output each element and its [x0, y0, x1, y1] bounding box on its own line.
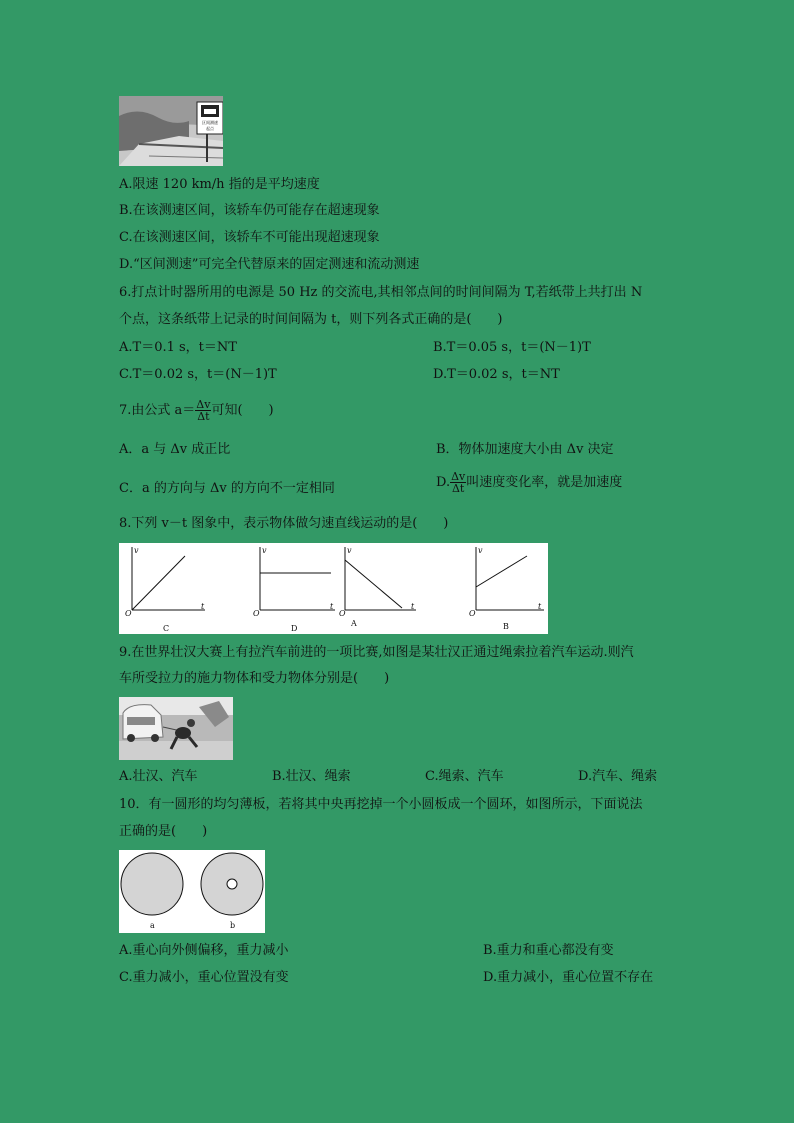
- q9-option-d: D.汽车、绳索: [578, 769, 658, 784]
- q7-stem: [119, 396, 274, 426]
- graph-b: [469, 546, 544, 631]
- q7-stem-suffix: 可知( ): [211, 403, 274, 418]
- sign-text-2: 起点: [206, 126, 214, 131]
- q10-option-b: B.重力和重心都没有变: [483, 943, 614, 958]
- q10-option-a: A.重心向外侧偏移，重力减小: [119, 943, 289, 958]
- disk-label-a: a: [150, 921, 155, 930]
- q6-option-d: D.T＝0.02 s，t＝NT: [433, 367, 560, 382]
- q7-stem-prefix: 7.由公式 a＝: [119, 403, 196, 418]
- q10-option-d: D.重力减小，重心位置不存在: [483, 970, 654, 985]
- graph-b-letter: B: [503, 622, 509, 631]
- q8-graphs-figure: [119, 543, 548, 634]
- graph-b-v: v: [478, 546, 483, 555]
- graph-c-o: O: [125, 609, 132, 618]
- q7-option-d-suffix: 叫速度变化率，就是加速度: [466, 475, 623, 490]
- q7-frac-num: Δv: [196, 398, 211, 411]
- graph-d-v: v: [262, 546, 267, 555]
- sign-text-1: 区间测速: [202, 120, 218, 125]
- q7-frac-den: Δt: [197, 410, 210, 423]
- q5-option-a: A.限速 120 km/h 指的是平均速度: [119, 177, 320, 192]
- graph-d-t: t: [330, 602, 334, 611]
- graph-a-o: O: [339, 609, 346, 618]
- graph-a-letter: A: [351, 619, 357, 628]
- q7-option-d-den: Δt: [451, 482, 465, 495]
- q9-option-b: B.壮汉、绳索: [272, 769, 351, 784]
- graph-c-v: v: [134, 546, 139, 555]
- graph-d-o: O: [253, 609, 260, 618]
- q7-option-d-fraction: [450, 471, 466, 494]
- q7-option-c: C．a 的方向与 Δv 的方向不一定相同: [119, 481, 335, 496]
- q5-option-b: B.在该测速区间，该轿车仍可能存在超速现象: [119, 203, 380, 218]
- q9-stem-line1: 9.在世界壮汉大赛上有拉汽车前进的一项比赛,如图是某壮汉正通过绳索拉着汽车运动.则汽: [119, 645, 634, 660]
- q7-option-a: A．a 与 Δv 成正比: [119, 442, 231, 457]
- solid-disk: [121, 853, 183, 915]
- q7-option-b: B．物体加速度大小由 Δv 决定: [436, 442, 614, 457]
- strongman-photo: [119, 697, 233, 760]
- q7-option-d-prefix: D.: [436, 475, 451, 490]
- graph-a-v: v: [347, 546, 352, 555]
- q7-fraction: [195, 399, 211, 422]
- q5-option-c: C.在该测速区间，该轿车不可能出现超速现象: [119, 230, 380, 245]
- center-hole: [227, 879, 237, 889]
- speed-zone-photo: [119, 96, 223, 166]
- q6-stem-line2: 个点，这条纸带上记录的时间间隔为 t，则下列各式正确的是( ): [119, 312, 503, 327]
- graph-d: [253, 546, 335, 633]
- graph-c: [125, 546, 205, 633]
- q5-option-d: D.“区间测速”可完全代替原来的固定测速和流动测速: [119, 257, 420, 272]
- q10-option-c: C.重力减小，重心位置没有变: [119, 970, 289, 985]
- q9-option-a: A.壮汉、汽车: [119, 769, 198, 784]
- q9-option-c: C.绳索、汽车: [425, 769, 504, 784]
- disk-label-b: b: [230, 921, 236, 930]
- graph-a: [339, 546, 416, 628]
- graph-b-o: O: [469, 609, 476, 618]
- q7-option-d-num: Δv: [451, 470, 466, 483]
- graph-a-t: t: [411, 602, 415, 611]
- q6-option-c: C.T＝0.02 s，t＝(N－1)T: [119, 367, 277, 382]
- q10-stem-line2: 正确的是( ): [119, 824, 208, 839]
- graph-c-t: t: [201, 602, 205, 611]
- graph-d-letter: D: [291, 624, 298, 633]
- disk-figure: [119, 850, 265, 933]
- q10-stem-line1: 10．有一圆形的均匀薄板，若将其中央再挖掉一个小圆板成一个圆环，如图所示，下面说法: [119, 797, 643, 812]
- graph-b-t: t: [538, 602, 542, 611]
- graph-c-letter: C: [163, 624, 170, 633]
- q8-stem: 8.下列 v－t 图象中，表示物体做匀速直线运动的是( ): [119, 516, 449, 531]
- q6-option-a: A.T＝0.1 s，t＝NT: [119, 340, 237, 355]
- q6-option-b: B.T＝0.05 s，t＝(N－1)T: [433, 340, 591, 355]
- q6-stem-line1: 6.打点计时器所用的电源是 50 Hz 的交流电,其相邻点间的时间间隔为 T,若纸带上共打出 N: [119, 285, 643, 300]
- q9-stem-line2: 车所受拉力的施力物体和受力物体分别是( ): [119, 671, 390, 686]
- q7-option-d: [436, 468, 622, 498]
